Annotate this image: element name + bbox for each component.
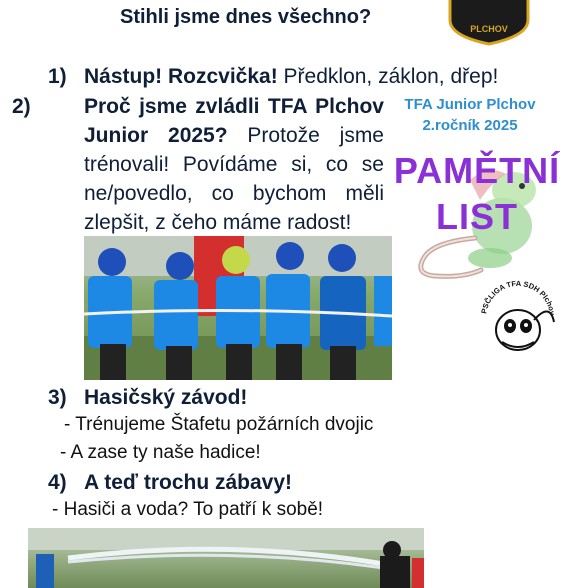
- item-bold-text: Proč jsme zvládli TFA Plchov Junior 2025?: [84, 95, 384, 147]
- event-title-line2: 2.ročník 2025: [422, 117, 518, 134]
- item-text: Předklon, záklon, dřep!: [277, 65, 499, 88]
- list-item-fun: [48, 468, 292, 497]
- item-text: Protože jsme trénovali! Povídáme si, co se ne/povedlo, co bychom měli zlepšit, z čeho máme radost!: [84, 124, 384, 234]
- list-item-fire-race: [48, 383, 247, 412]
- page-title: Stihli jsme dnes všechno?: [120, 6, 372, 28]
- photo-water-spray: [28, 528, 424, 588]
- sub-item-hoses: - A zase ty naše hadice!: [60, 442, 261, 463]
- memorial-title-line1: PAMĚTNÍ: [393, 150, 561, 191]
- item-bold-text: Hasičský závod!: [84, 386, 248, 409]
- photo-kids-training: [84, 236, 392, 380]
- sdh-badge-logo: [446, 0, 532, 46]
- badge-text: PLCHOV: [470, 24, 508, 34]
- item-number: 1): [48, 65, 67, 88]
- item-bold-text: Nástup! Rozcvička!: [84, 65, 278, 88]
- event-title: [400, 94, 540, 136]
- memorial-title-line2: LIST: [436, 196, 518, 237]
- list-item-why: [12, 92, 384, 237]
- item-bold-text: A teď trochu zábavy!: [84, 471, 293, 494]
- list-item-warmup: [48, 62, 498, 91]
- event-title-line1: TFA Junior Plchov: [404, 96, 536, 113]
- league-logo: [472, 272, 564, 364]
- league-logo-text: PSČLIGA TFA SDH Plchov: [479, 278, 557, 316]
- item-number: 3): [48, 386, 67, 409]
- item-number: 2): [12, 95, 31, 118]
- sub-item-relay: - Trénujeme Štafetu požárních dvojic: [64, 414, 374, 435]
- sub-item-water: - Hasiči a voda? To patří k sobě!: [52, 499, 324, 520]
- memorial-sheet-title: [392, 148, 562, 240]
- item-number: 4): [48, 471, 67, 494]
